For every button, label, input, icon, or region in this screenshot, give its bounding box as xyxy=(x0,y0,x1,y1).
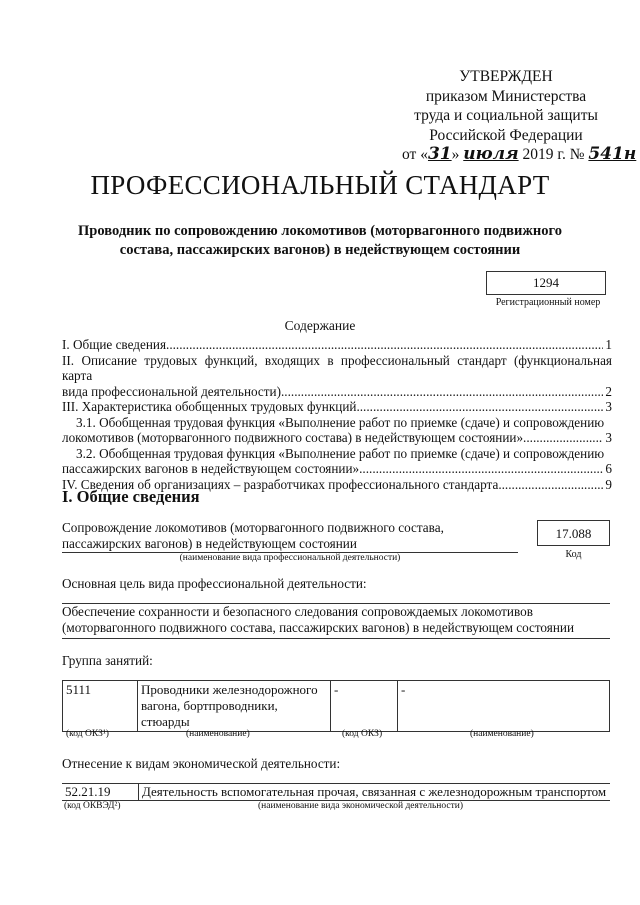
page-title: ПРОФЕССИОНАЛЬНЫЙ СТАНДАРТ xyxy=(90,170,550,200)
toc-item[interactable] xyxy=(62,399,612,415)
toc-page: 9 xyxy=(605,476,612,492)
okved-table xyxy=(62,783,610,801)
subtitle-line-2: состава, пассажирских вагонов) в недействующем состоянии xyxy=(119,242,521,258)
toc-item-line: 3.2. Обобщенная трудовая функция «Выполнение работ по приемке (сдаче) и сопровождению xyxy=(76,445,605,461)
date-prefix: от « xyxy=(402,146,428,163)
toc-item-label: III. Характеристика обобщенных трудовых функций xyxy=(62,399,357,414)
approval-date-line xyxy=(396,144,637,165)
toc-page: 3 xyxy=(605,430,612,445)
approval-line-4: Российской Федерации xyxy=(429,126,583,144)
group-label: Группа занятий: xyxy=(62,653,153,668)
standard-subtitle xyxy=(40,222,600,260)
registration-number-box: 1294 xyxy=(486,271,606,295)
okz-name-cell-2: - xyxy=(398,681,610,732)
okved-caption-code: (код ОКВЭД²) xyxy=(64,801,121,811)
subtitle-line-1: Проводник по сопровождению локомотивов (моторвагонного подвижного xyxy=(78,223,562,239)
toc-leader xyxy=(498,477,603,493)
okz-caption-code: (код ОКЗ¹) xyxy=(66,729,109,739)
toc-leader xyxy=(166,337,603,353)
activity-code-box: 17.088 xyxy=(537,520,610,546)
toc-item[interactable] xyxy=(62,337,612,353)
toc-page: 6 xyxy=(605,461,612,476)
table-row xyxy=(63,681,610,732)
toc-item[interactable] xyxy=(62,430,612,446)
approval-block xyxy=(396,67,637,165)
toc-page: 3 xyxy=(605,399,612,414)
toc-title: Содержание xyxy=(284,318,356,333)
occupation-group-table xyxy=(62,680,610,732)
activity-name xyxy=(62,520,518,553)
toc-item[interactable] xyxy=(62,384,612,400)
okz-caption-name: (наименование) xyxy=(186,729,250,739)
toc-item-label: пассажирских вагонов в недействующем состоянии» xyxy=(62,461,360,476)
okved-caption-name: (наименование вида экономической деятельности) xyxy=(258,801,463,811)
okved-code-cell: 52.21.19 xyxy=(62,784,139,801)
code-caption: Код xyxy=(565,549,582,560)
toc-item[interactable] xyxy=(62,461,612,477)
activity-line-2: пассажирских вагонов) в недействующем состоянии xyxy=(62,536,357,551)
okved-name-cell: Деятельность вспомогательная прочая, связанная с железнодорожным транспортом xyxy=(139,784,611,801)
okz-caption-code-2: (код ОКЗ) xyxy=(342,729,383,739)
date-year: 2019 г. № xyxy=(518,146,589,163)
toc-item-line: II. Описание трудовых функций, входящих в профессиональный стандарт (функциональная карта xyxy=(62,352,612,383)
table-row xyxy=(62,784,610,801)
okz-code-cell-2: - xyxy=(331,681,398,732)
table-of-contents xyxy=(62,337,612,492)
toc-item-label: IV. Сведения об организациях – разработчиках профессионального стандарта xyxy=(62,476,499,492)
date-mid: » xyxy=(451,146,464,163)
handwritten-day: 31 xyxy=(427,144,452,164)
econ-label: Отнесение к видам экономической деятельности: xyxy=(62,756,341,771)
section-heading: I. Общие сведения xyxy=(62,487,200,506)
toc-leader xyxy=(523,430,603,446)
toc-item-label: I. Общие сведения xyxy=(62,337,167,352)
toc-leader xyxy=(356,399,603,415)
goal-line-1: Обеспечение сохранности и безопасного следования сопровождаемых локомотивов xyxy=(62,604,533,619)
toc-page: 1 xyxy=(605,337,612,352)
goal-line-2: (моторвагонного подвижного состава, пассажирских вагонов) в недействующем состоянии xyxy=(62,620,575,635)
approval-line-3: труда и социальной защиты xyxy=(414,107,598,124)
handwritten-number: 541н xyxy=(588,144,637,164)
handwritten-month: июля xyxy=(463,144,519,164)
activity-line-1: Сопровождение локомотивов (моторвагонного подвижного состава, xyxy=(62,520,444,535)
okz-code-cell: 5111 xyxy=(63,681,138,732)
toc-item-label: вида профессиональной деятельности) xyxy=(62,383,281,399)
goal-label: Основная цель вида профессиональной деятельности: xyxy=(62,576,367,591)
toc-leader xyxy=(359,461,603,477)
okz-caption-name-2: (наименование) xyxy=(470,729,534,739)
goal-box xyxy=(62,603,610,639)
toc-page: 2 xyxy=(605,383,612,399)
toc-leader xyxy=(281,384,603,400)
toc-item-label: локомотивов (моторвагонного подвижного состава) в недействующем состоянии» xyxy=(62,430,524,445)
approval-line-2: приказом Министерства xyxy=(425,87,587,105)
approval-heading: УТВЕРЖДЕН xyxy=(459,68,553,85)
registration-caption: Регистрационный номер xyxy=(495,297,601,308)
toc-item-line: 3.1. Обобщенная трудовая функция «Выполнение работ по приемке (сдаче) и сопровождению xyxy=(76,414,605,430)
okz-name-cell: Проводники железнодорожного вагона, бортпроводники, стюарды xyxy=(138,681,331,732)
activity-caption: (наименование вида профессиональной деятельности) xyxy=(179,553,401,563)
